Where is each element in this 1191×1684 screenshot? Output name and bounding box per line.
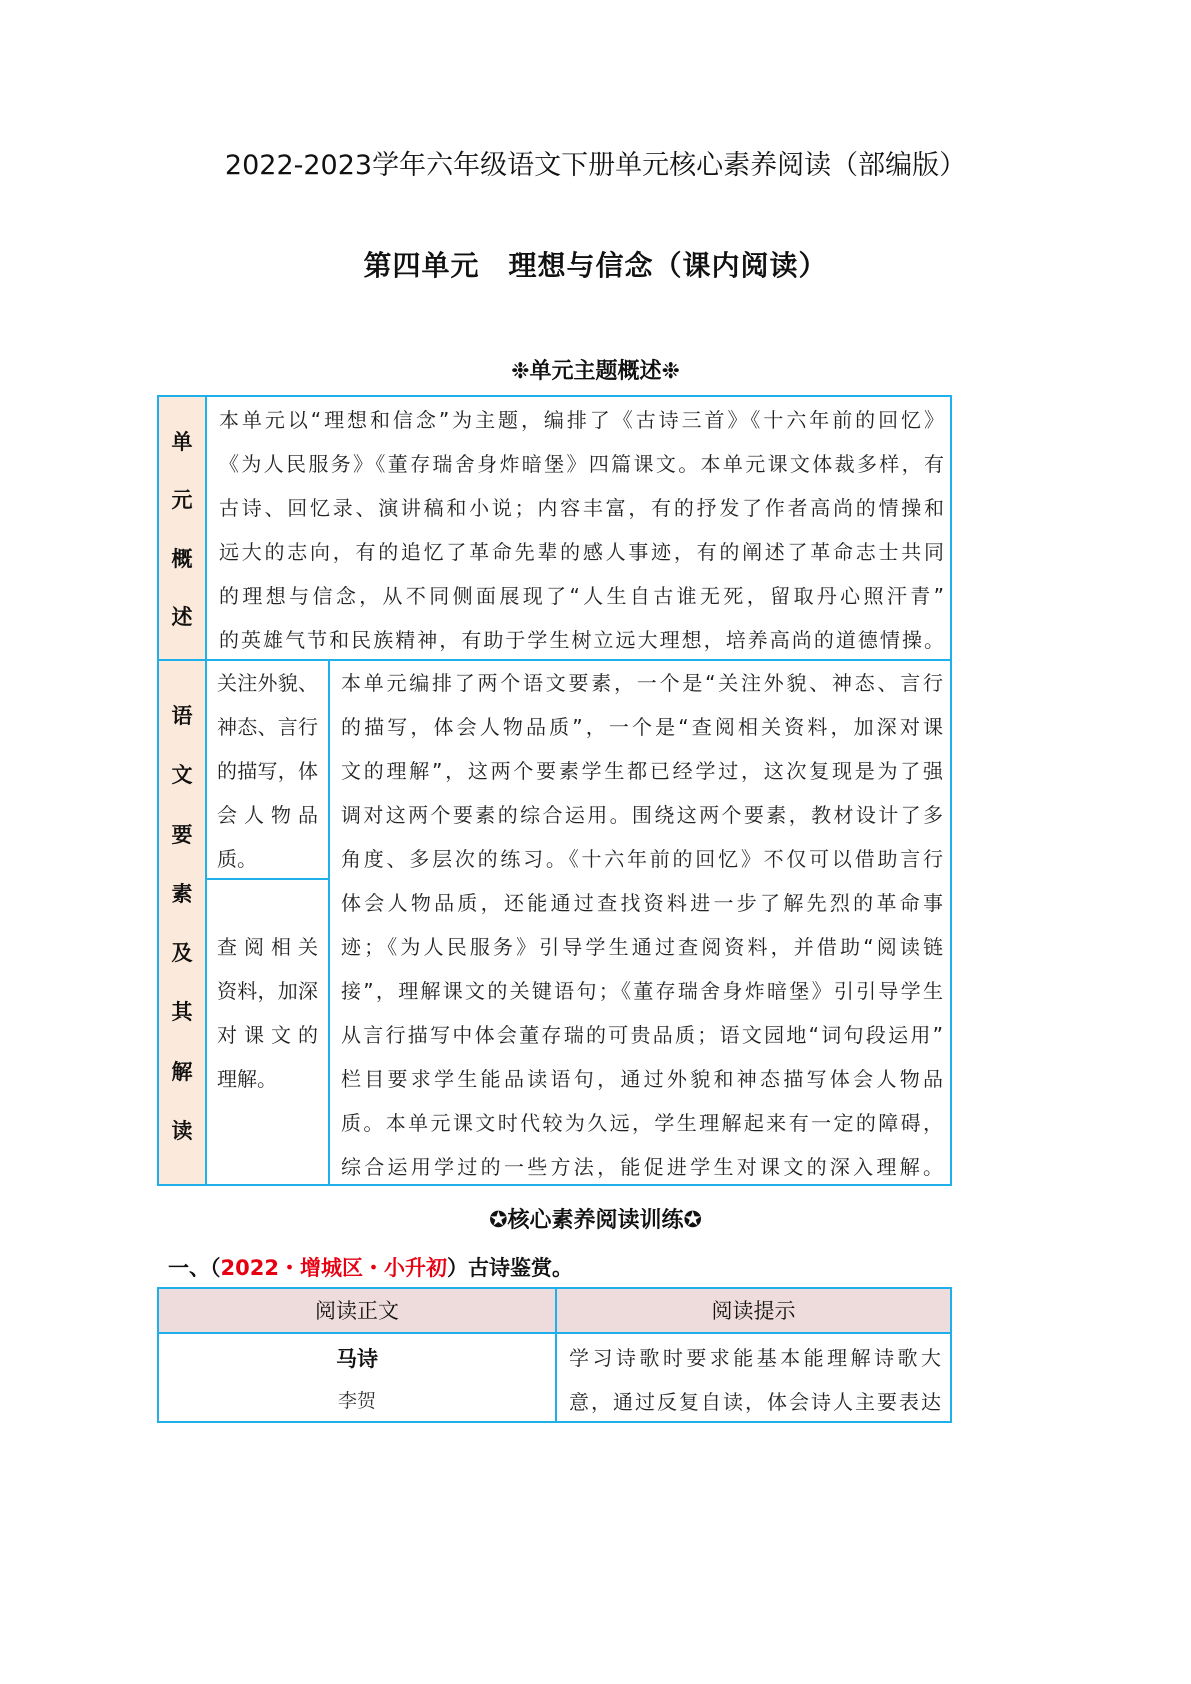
text-line: 会人物品	[217, 803, 318, 827]
q-suffix: ）古诗鉴赏。	[446, 1256, 573, 1280]
text-line: 查阅相关	[217, 935, 318, 959]
text-line: 读	[171, 1118, 193, 1143]
text-line: 栏目要求学生能品读语句，通过外貌和神态描写体会人物品	[341, 1067, 943, 1091]
text-line: 要	[171, 822, 193, 847]
text-line: 体会人物品质，还能通过查找资料进一步了解先烈的革命事	[341, 891, 943, 915]
text-line: 元	[171, 488, 193, 513]
reading-table	[157, 1287, 952, 1423]
text-line: 从言行描写中体会董存瑞的可贵品质；语文园地“词句段运用”	[341, 1023, 943, 1047]
text-line: 语	[171, 704, 193, 729]
text-line: 的描写，体会人物品质”，一个是“查阅相关资料，加深对课	[341, 715, 943, 739]
text-line: 古诗、回忆录、演讲稿和小说；内容丰富，有的抒发了作者高尚的情操和	[219, 496, 944, 520]
q-prefix: 一、（	[168, 1256, 221, 1280]
text-line: 质。本单元课文时代较为久远，学生理解起来有一定的障碍，	[341, 1111, 943, 1135]
text-line: 关注外貌、	[217, 671, 318, 695]
text-line: 本单元以“理想和信念”为主题，编排了《古诗三首》《十六年前的回忆》	[219, 408, 944, 432]
text-line: 其	[171, 1000, 193, 1025]
header-reading-hint: 阅读提示	[711, 1299, 796, 1323]
poem-title: 马诗	[336, 1347, 378, 1371]
text-line: 远大的志向，有的追忆了革命先辈的感人事迹，有的阐述了革命志士共同	[219, 540, 944, 564]
unit-title: 第四单元 理想与信念（课内阅读）	[363, 249, 828, 282]
header-reading-text: 阅读正文	[315, 1299, 399, 1323]
question-source: 2022・增城区・小升初	[220, 1256, 447, 1280]
text-line: 意，通过反复自读，体会诗人主要表达	[569, 1390, 941, 1414]
text-line: 综合运用学过的一些方法，能促进学生对课文的深入理解。	[341, 1155, 943, 1179]
reading-hint-text	[569, 1336, 941, 1424]
text-line: 《为人民服务》《董存瑞舍身炸暗堡》四篇课文。本单元课文体裁多样，有	[219, 452, 944, 476]
text-line: 接”，理解课文的关键语句；《董存瑞舍身炸暗堡》引引导学生	[341, 979, 943, 1003]
text-line: 文的理解”，这两个要素学生都已经学过，这次复现是为了强	[341, 759, 943, 783]
text-line: 迹；《为人民服务》引导学生通过查阅资料，并借助“阅读链	[341, 935, 943, 959]
elements-label	[159, 661, 207, 1184]
text-line: 的英雄气节和民族精神，有助于学生树立远大理想，培养高尚的道德情操。	[219, 628, 944, 652]
text-line: 神态、言行	[217, 715, 318, 739]
overview-text	[219, 398, 944, 662]
text-line: 角度、多层次的练习。《十六年前的回忆》不仅可以借助言行	[341, 847, 943, 871]
section-heading-training: ✪核心素养阅读训练✪	[489, 1208, 702, 1233]
text-line: 对课文的	[217, 1023, 318, 1047]
text-line: 的理想与信念，从不同侧面展现了“人生自古谁无死，留取丹心照汗青”	[219, 584, 944, 608]
text-line: 文	[171, 763, 193, 788]
document-title: 2022-2023学年六年级语文下册单元核心素养阅读（部编版）	[224, 150, 967, 181]
text-line: 质。	[217, 847, 257, 871]
poem-author: 李贺	[337, 1390, 376, 1412]
text-line: 概	[171, 546, 193, 571]
element-1	[207, 661, 330, 880]
text-line: 理解。	[217, 1067, 277, 1091]
text-line: 述	[171, 605, 193, 630]
text-line: 本单元编排了两个语文要素，一个是“关注外貌、神态、言行	[341, 671, 943, 695]
question-1-heading	[168, 1252, 573, 1282]
section-heading-overview: ❉单元主题概述❉	[511, 359, 680, 384]
unit-overview-table	[157, 395, 952, 1186]
text-line: 的描写，体	[217, 759, 318, 783]
overview-label	[159, 397, 207, 660]
text-line: 及	[171, 941, 193, 966]
text-line: 资料，加深	[217, 979, 318, 1003]
elements-explanation	[341, 661, 943, 1189]
text-line: 单	[171, 429, 193, 454]
text-line: 素	[171, 881, 193, 906]
text-line: 调对这两个要素的综合运用。围绕这两个要素，教材设计了多	[341, 803, 943, 827]
element-2	[207, 880, 330, 1184]
text-line: 学习诗歌时要求能基本能理解诗歌大	[569, 1346, 941, 1370]
text-line: 解	[171, 1059, 193, 1084]
